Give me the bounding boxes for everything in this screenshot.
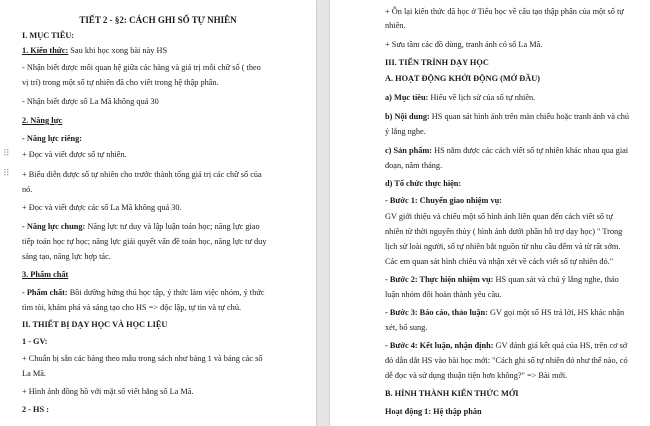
activity-1-heading: Hoạt động 1: Hệ thập phân — [385, 407, 482, 416]
knowledge-label: 1. Kiến thức: — [22, 46, 69, 55]
paragraph-line: luận nhóm đôi hoàn thành yêu cầu. — [385, 290, 502, 299]
paragraph-line: dễ đọc và sử dụng thuận tiện hơn không?" => Bài mới. — [385, 371, 568, 380]
product-label: c) Sản phẩm: — [385, 146, 433, 155]
goal-text: Hiểu về lịch sử của số tự nhiên. — [428, 93, 536, 102]
paragraph-line — [22, 222, 260, 232]
paragraph-line: đó dẫn dắt HS vào bài học mới: "Cách ghi số tự nhiên đó như thế nào, có — [385, 356, 628, 365]
subheading-nang-luc-rieng: - Năng lực riêng: — [22, 134, 83, 143]
paragraph-line: nó. — [22, 185, 33, 194]
paragraph-line: Các em quan sát hình chiếu và nhận xét về cách viết số tự nhiên đó." — [385, 257, 614, 266]
step-3-label: - Bước 3: Báo cáo, thảo luận: — [385, 308, 488, 317]
step-4-label: - Bước 4: Kết luận, nhận định: — [385, 341, 494, 350]
paragraph-line: nhiên từ thời nguyên thủy ( hình ảnh dưới phần hỗ trợ dạy học) " Trong — [385, 227, 623, 236]
paragraph-line: tìm tòi, khám phá và sáng tạo cho HS => độc lập, tự tin và tự chủ. — [22, 303, 242, 312]
quality-text: Bồi dưỡng hứng thú học tập, ý thức làm việc nhóm, ý thức — [67, 288, 265, 297]
section-heading-muc-tieu: I. MỤC TIÊU: — [22, 31, 75, 40]
paragraph-line: đoạn, năm tháng. — [385, 161, 443, 170]
paragraph-line: + Sưu tầm các đồ dùng, tranh ảnh có số La Mã. — [385, 40, 543, 49]
subheading-to-chuc: d) Tổ chức thực hiện: — [385, 179, 462, 188]
paragraph-line: vị trí) trong một số tự nhiên đã cho viết trong hệ thập phân. — [22, 78, 219, 87]
paragraph-line: GV giới thiệu và chiếu một số hình ảnh liên quan đến cách viết số tự — [385, 212, 613, 221]
knowledge-text: Sau khi học xong bài này HS — [68, 46, 168, 55]
section-heading-thiet-bi: II. THIẾT BỊ DẠY HỌC VÀ HỌC LIỆU — [22, 320, 168, 329]
step-4-text: GV đánh giá kết quả của HS, trên cơ sở — [493, 341, 628, 350]
quality-label: - Phẩm chất: — [22, 288, 68, 297]
paragraph-line — [385, 341, 627, 351]
drag-handle-icon[interactable]: ⠿ — [3, 149, 10, 159]
paragraph-line — [385, 112, 629, 122]
paragraph-line: - Nhận biết được số La Mã không quá 30 — [22, 97, 159, 106]
subheading-pham-chat: 3. Phẩm chất — [22, 270, 69, 279]
paragraph-line: tiếp toán học tự học; năng lực giải quyết vấn đề toán học, năng lực tư duy — [22, 237, 267, 246]
content-text: HS quan sát hình ảnh trên màn chiếu hoặc tranh ảnh và chú — [429, 112, 630, 121]
section-heading-tien-trinh: III. TIẾN TRÌNH DẠY HỌC — [385, 58, 489, 67]
subheading-gv: 1 - GV: — [22, 337, 48, 346]
paragraph-line: + Đọc và viết được số tự nhiên. — [22, 150, 127, 159]
step-1-heading: - Bước 1: Chuyển giao nhiệm vụ: — [385, 196, 502, 205]
paragraph-line: + Ôn lại kiến thức đã học ở Tiểu học về cấu tạo thập phân của một số tự — [385, 7, 624, 16]
paragraph-line — [385, 146, 628, 156]
general-competence-label: - Năng lực chung: — [22, 222, 86, 231]
subheading-hs: 2 - HS : — [22, 405, 49, 414]
subheading-nang-luc: 2. Năng lực — [22, 116, 63, 125]
paragraph-line: nhiên. — [385, 21, 406, 30]
paragraph-line: - Nhận biết được mối quan hệ giữa các hàng và giá trị mỗi chữ số ( theo — [22, 63, 261, 72]
paragraph-line: sáng tạo, năng lực hợp tác. — [22, 252, 111, 261]
paragraph-line — [385, 93, 535, 103]
page-title: TIẾT 2 - §2: CÁCH GHI SỐ TỰ NHIÊN — [79, 15, 237, 25]
document-page-right — [330, 0, 650, 426]
paragraph-line: La Mã. — [22, 369, 46, 378]
goal-label: a) Mục tiêu: — [385, 93, 429, 102]
paragraph-line: + Đọc và viết được các số La Mã không quá 30. — [22, 203, 182, 212]
paragraph-line: xét, bổ sung. — [385, 323, 428, 332]
paragraph-line: lịch sử loài người, số tự nhiên bắt nguồn từ nhu cầu đếm và từ rất sớm. — [385, 242, 621, 251]
drag-handle-icon[interactable]: ⠿ — [3, 169, 10, 179]
general-competence-text: Năng lực tư duy và lập luận toán học; năng lực giao — [85, 222, 260, 231]
paragraph-line — [22, 288, 264, 298]
step-2-label: - Bước 2: Thực hiện nhiệm vụ: — [385, 275, 494, 284]
paragraph-line: + Biểu diễn được số tự nhiên cho trước thành tổng giá trị các chữ số của — [22, 170, 262, 179]
content-label: b) Nội dung: — [385, 112, 430, 121]
paragraph-line — [385, 308, 624, 318]
section-heading-hinh-thanh: B. HÌNH THÀNH KIẾN THỨC MỚI — [385, 389, 519, 398]
section-heading-khoi-dong: A. HOẠT ĐỘNG KHỞI ĐỘNG (MỞ ĐẦU) — [385, 74, 540, 83]
knowledge-line — [22, 46, 167, 56]
step-3-text: GV gọi một số HS trả lời, HS khác nhận — [487, 308, 625, 317]
product-text: HS nắm được các cách viết số tự nhiên khác nhau qua giai — [432, 146, 629, 155]
paragraph-line — [385, 275, 619, 285]
paragraph-line: + Chuẩn bị sẵn các bảng theo mẫu trong sách như bảng 1 và bảng các số — [22, 354, 263, 363]
paragraph-line: + Hình ảnh đồng hồ với mặt số viết bằng số La Mã. — [22, 387, 194, 396]
paragraph-line: ý lắng nghe. — [385, 127, 426, 136]
document-page-left — [0, 0, 316, 426]
step-2-text: HS quan sát và chú ý lắng nghe, thảo — [493, 275, 619, 284]
